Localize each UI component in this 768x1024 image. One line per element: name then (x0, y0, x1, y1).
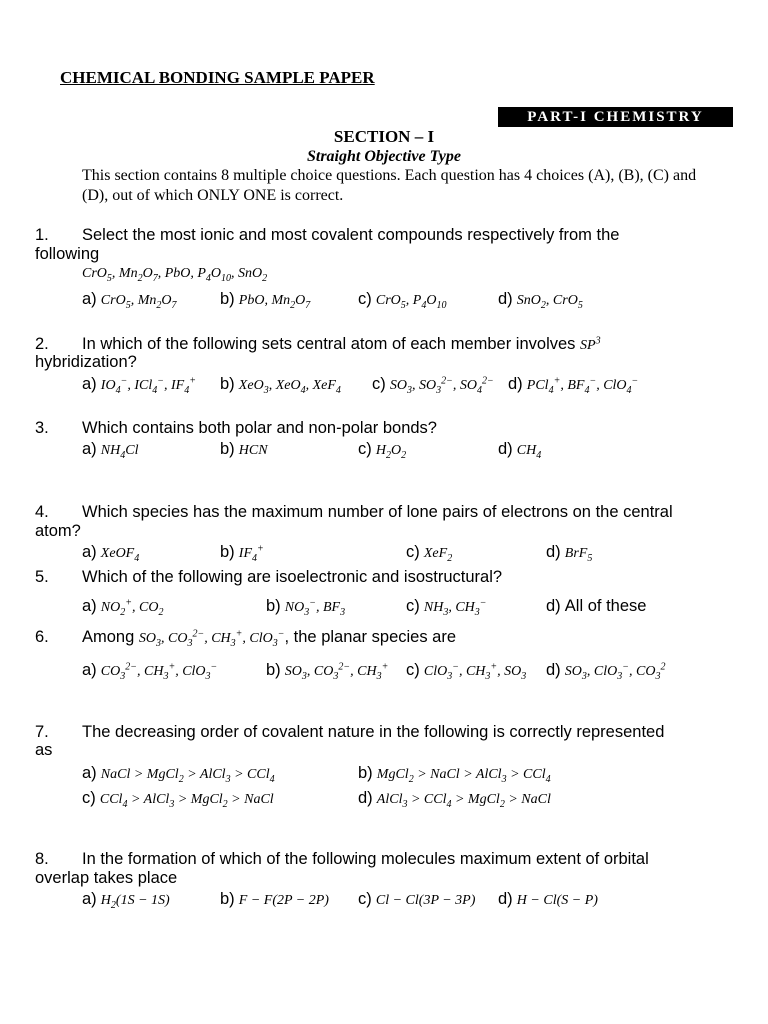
option-label: d) (498, 290, 513, 308)
question-text (82, 335, 601, 354)
option-a[interactable] (82, 439, 138, 459)
question-number: 8. (35, 850, 49, 868)
option-formula: $NO_2^+$, $CO_2$ (100, 597, 164, 618)
question-number: 4. (35, 503, 49, 521)
question-text: Which contains both polar and non-polar bonds? (82, 419, 437, 437)
option-formula: CrO$_5$, $Mn_2O_7$ (100, 293, 177, 311)
section-instructions: This section contains 8 multiple choice questions. Each question has 4 choices (A), (B), (C) and (D), out of which ONLY ONE is correct. (82, 167, 697, 204)
option-formula: ClO$_3$−, $CH_3^+$, $SO_3$ (423, 661, 527, 682)
option-label: d) (498, 890, 513, 908)
option-label: a) (82, 290, 97, 308)
option-c[interactable] (406, 542, 452, 562)
option-label: a) (82, 440, 97, 458)
option-a[interactable] (82, 542, 139, 562)
option-formula: $IF_4^+$ (238, 543, 264, 564)
question-text: The decreasing order of covalent nature in the following is correctly represented (82, 723, 665, 741)
option-formula: $IO_4^-$, ICl$_4$−, $IF_4^+$ (100, 375, 196, 396)
option-label: c) (358, 890, 372, 908)
question-text-continued: hybridization? (35, 353, 137, 371)
option-formula: $SO_3$, $CO_3^{2-}$, $CH_3^+$ (284, 661, 389, 682)
option-label: c) (82, 789, 96, 807)
question-text: Which of the following are isoelectronic and isostructural? (82, 568, 503, 586)
option-c[interactable] (358, 889, 475, 909)
option-label: c) (406, 543, 420, 561)
option-label: d) (508, 375, 523, 393)
option-label: b) (220, 440, 235, 458)
option-formula: $NO_3^-$, $BF_3$ (284, 597, 346, 618)
question-text-continued: atom? (35, 522, 81, 540)
option-label: c) (358, 440, 372, 458)
option-formula: CrO$_5$, $P_4O_{10}$ (375, 293, 447, 311)
option-formula: $H_2(1S - 1S)$ (100, 893, 170, 911)
question-text-continued: as (35, 741, 53, 759)
option-formula: XeO$_3$, XeO$_4$, XeF$_4$ (238, 378, 341, 396)
part-banner: PART-I CHEMISTRY (498, 107, 733, 127)
option-formula: AlCl$_3$ > CCl$_4$ > MgCl$_2$ > NaCl (376, 792, 551, 810)
option-label: d) (546, 597, 561, 615)
option-label: b) (358, 764, 373, 782)
option-formula: H − Cl(S − P) (516, 893, 598, 908)
option-label: d) (546, 661, 561, 679)
question-text (82, 628, 456, 647)
option-b[interactable] (220, 289, 310, 309)
option-label: c) (358, 290, 372, 308)
option-b[interactable] (220, 439, 268, 459)
option-label: a) (82, 661, 97, 679)
option-a[interactable] (82, 374, 196, 394)
option-a[interactable] (82, 763, 275, 783)
option-label: b) (220, 543, 235, 561)
question-text-part: In which of the following sets central atom of each member involves (82, 335, 576, 353)
option-d[interactable] (498, 439, 541, 459)
option-a[interactable] (82, 289, 177, 309)
question-text-continued: overlap takes place (35, 869, 178, 887)
option-d[interactable] (498, 289, 583, 309)
option-formula: $SO_3$, $SO_3^{2-}$, $SO_4^{2-}$ (389, 375, 494, 396)
option-label: b) (220, 890, 235, 908)
option-d[interactable] (498, 889, 598, 909)
option-label: a) (82, 597, 97, 615)
option-formula: $CO_3^{2-}$, $CH_3^+$, ClO$_3$− (100, 661, 218, 682)
option-b[interactable] (220, 889, 329, 909)
question-text: In the formation of which of the following molecules maximum extent of orbital (82, 850, 649, 868)
option-label: c) (406, 597, 420, 615)
option-label: a) (82, 764, 97, 782)
question-formula: $SP^3$ (580, 335, 601, 353)
question-number: 3. (35, 419, 49, 437)
question-number: 1. (35, 226, 49, 244)
option-formula: MgCl$_2$ > NaCl > AlCl$_3$ > CCl$_4$ (376, 767, 551, 785)
option-formula: $SO_3$, ClO$_3$−, $CO_3^2$ (564, 661, 666, 682)
option-label: c) (406, 661, 420, 679)
option-formula: $NH_4Cl$ (100, 443, 139, 461)
option-d[interactable] (508, 374, 638, 394)
option-label: a) (82, 543, 97, 561)
option-c[interactable] (358, 439, 406, 459)
option-formula: NaCl > MgCl$_2$ > AlCl$_3$ > CCl$_4$ (100, 767, 275, 785)
given-compounds: CrO$_5$, $Mn_2O_7$, PbO, $P_4O_{10}$, SnO$_2$ (82, 266, 268, 284)
option-c[interactable] (358, 289, 446, 309)
question-formula: $SO_3$, $CO_3^{2-}$, $CH_3^+$, ClO$_3$− (138, 628, 285, 649)
option-b[interactable] (266, 660, 388, 680)
option-formula: $NH_3$, $CH_3^-$ (423, 597, 487, 618)
option-a[interactable] (82, 889, 170, 909)
option-label: d) (546, 543, 561, 561)
option-d[interactable] (358, 788, 551, 808)
section-type: Straight Objective Type (306, 148, 462, 165)
option-c[interactable] (82, 788, 274, 808)
option-d[interactable] (546, 596, 646, 616)
option-b[interactable] (220, 542, 264, 562)
question-text-continued: following (35, 245, 100, 263)
option-b[interactable] (358, 763, 551, 783)
question-text: Which species has the maximum number of lone pairs of electrons on the central (82, 503, 673, 521)
option-d[interactable] (546, 660, 665, 680)
question-text: Select the most ionic and most covalent compounds respectively from the (82, 226, 620, 244)
option-formula: Cl − Cl(3P − 3P) (375, 893, 476, 908)
option-formula: SnO$_2$, CrO$_5$ (516, 293, 583, 311)
option-formula: CCl$_4$ > AlCl$_3$ > MgCl$_2$ > NaCl (99, 792, 274, 810)
option-formula: PbO, $Mn_2O_7$ (238, 293, 311, 311)
option-formula: $H_2O_2$ (375, 443, 407, 461)
paper-title: CHEMICAL BONDING SAMPLE PAPER (60, 68, 375, 87)
option-label: a) (82, 375, 97, 393)
option-formula: XeF$_2$ (423, 546, 453, 564)
option-c[interactable] (406, 596, 487, 616)
section-title: SECTION – I (333, 127, 435, 146)
question-number: 7. (35, 723, 49, 741)
option-a[interactable] (82, 596, 163, 616)
question-number: 5. (35, 568, 49, 586)
question-text-part: Among (82, 628, 135, 646)
question-number: 6. (35, 628, 49, 646)
option-label: d) (498, 440, 513, 458)
option-label: b) (220, 375, 235, 393)
option-label: b) (266, 597, 281, 615)
option-formula: BrF$_5$ (564, 546, 593, 564)
option-formula: PCl$_4$+, $BF_4^-$, ClO$_4$− (526, 375, 639, 396)
option-a[interactable] (82, 660, 217, 680)
option-formula: $CH_4$ (516, 443, 542, 461)
option-label: b) (266, 661, 281, 679)
option-text: All of these (564, 597, 647, 615)
option-formula: HCN (238, 443, 268, 458)
option-c[interactable] (372, 374, 494, 394)
option-label: d) (358, 789, 373, 807)
option-d[interactable] (546, 542, 592, 562)
option-formula: XeOF$_4$ (100, 546, 140, 564)
option-label: a) (82, 890, 97, 908)
option-c[interactable] (406, 660, 526, 680)
option-b[interactable] (266, 596, 345, 616)
question-text-part: , the planar species are (284, 628, 457, 646)
option-label: b) (220, 290, 235, 308)
question-number: 2. (35, 335, 49, 353)
option-formula: F − F(2P − 2P) (238, 893, 329, 908)
option-b[interactable] (220, 374, 341, 394)
option-label: c) (372, 375, 386, 393)
